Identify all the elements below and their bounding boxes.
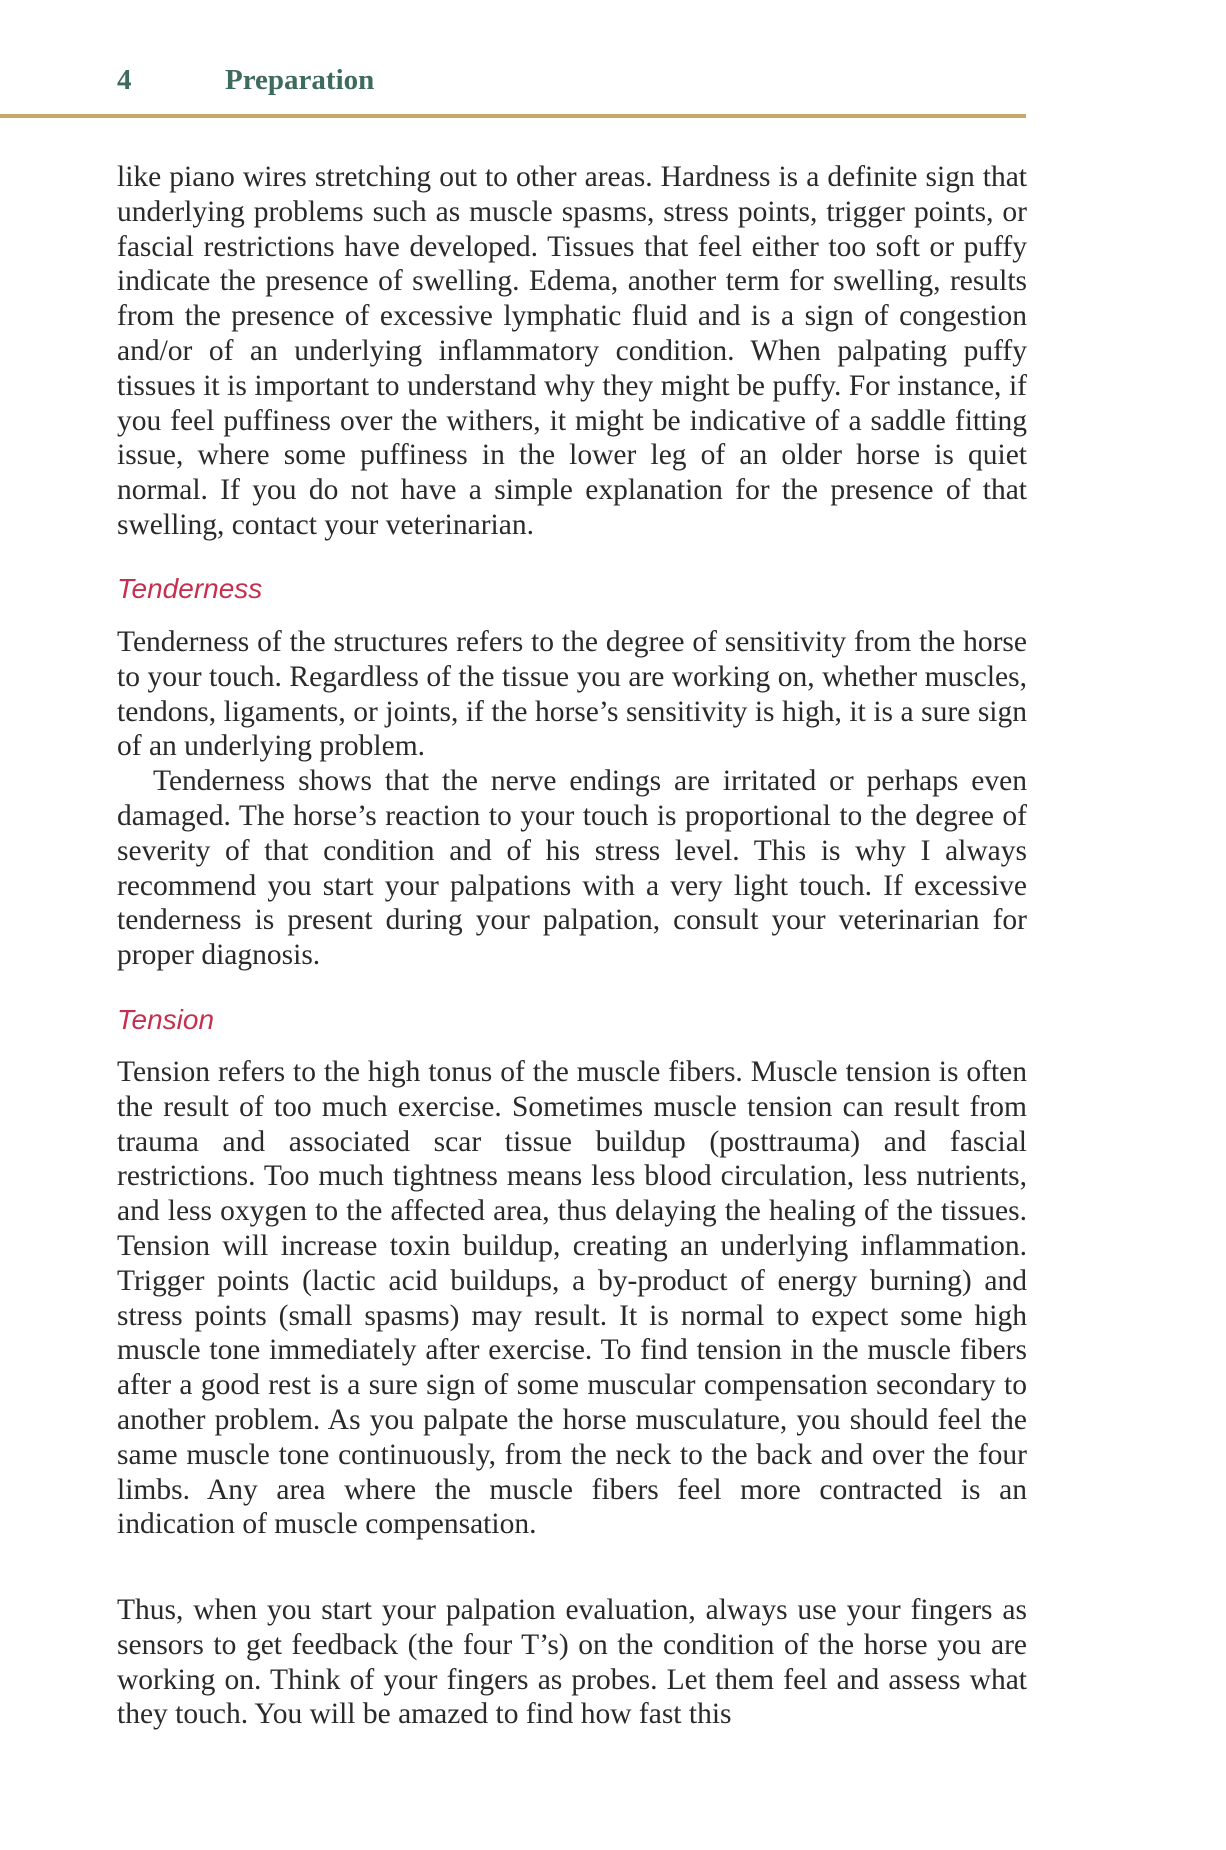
tension-paragraph: Tension refers to the high tonus of the muscle fibers. Muscle tension is often the result of too much exercise. Sometimes muscle tension can result from trauma and associated scar tissue buildup (posttrauma) and fascial restrictions. Too much tightness means less blood circulation, less nutrients, and less oxygen to the affected area, thus delaying the healing of the tissues. Tension will increase toxin buildup, creating an underlying inflammation. Trigger points (lactic acid buildups, a by-product of energy burning) and stress points (small spasms) may result. It is normal to expect some high muscle tone immediately after exercise. To find tension in the muscle fibers after a good rest is a sure sign of some muscular compensation secondary to another problem. As you palpate the horse musculature, you should feel the same muscle tone continuously, from the neck to the back and over the four limbs. Any area where the muscle fibers feel more contracted is an indication of muscle compensation. — [117, 1056, 1027, 1541]
tension-text — [117, 1055, 1027, 1542]
header-divider — [0, 114, 1026, 118]
tension-heading: Tension — [117, 1004, 215, 1035]
intro-paragraph: like piano wires stretching out to other areas. Hardness is a definite sign that underlying problems such as muscle spasms, stress points, trigger points, or fascial restrictions have developed. Tissues that feel either too soft or puffy indicate the presence of swelling. Edema, another term for swelling, results from the presence of excessive lymphatic fluid and is a sign of congestion and/or of an underlying inflammatory condition. When palpating puffy tissues it is important to understand why they might be puffy. For instance, if you feel puffiness over the withers, it might be indicative of a saddle fitting issue, where some puffiness in the lower leg of an older horse is quiet normal. If you do not have a simple explanation for the presence of that swelling, contact your veterinarian. — [117, 161, 1027, 541]
intro-text — [117, 160, 1027, 543]
chapter-title: Preparation — [225, 64, 375, 96]
running-head — [117, 64, 1027, 104]
tenderness-paragraph-2: Tenderness shows that the nerve endings are irritated or perhaps even damaged. The horse’s reaction to your touch is proportional to the degree of severity of that condition and of his stress level. This is why I always recommend you start your palpations with a very light touch. If excessive tenderness is present during your palpation, consult your veterinarian for proper diagnosis. — [117, 765, 1027, 972]
tenderness-heading: Tenderness — [117, 573, 263, 604]
tenderness-text — [117, 625, 1027, 973]
closing-paragraph: Thus, when you start your palpation evaluation, always use your fingers as sensors to get feedback (the four T’s) on the condition of the horse you are working on. Think of your fingers as probes. Let them feel and assess what they touch. You will be amazed to find how fast this — [117, 1594, 1027, 1731]
tenderness-paragraph-1: Tenderness of the structures refers to the degree of sensitivity from the horse to your touch. Regardless of the tissue you are working on, whether muscles, tendons, ligaments, or joints, if the horse’s sensitivity is high, it is a sure sign of an underlying problem. — [117, 626, 1027, 763]
page-number: 4 — [117, 64, 132, 96]
closing-text — [117, 1593, 1027, 1732]
